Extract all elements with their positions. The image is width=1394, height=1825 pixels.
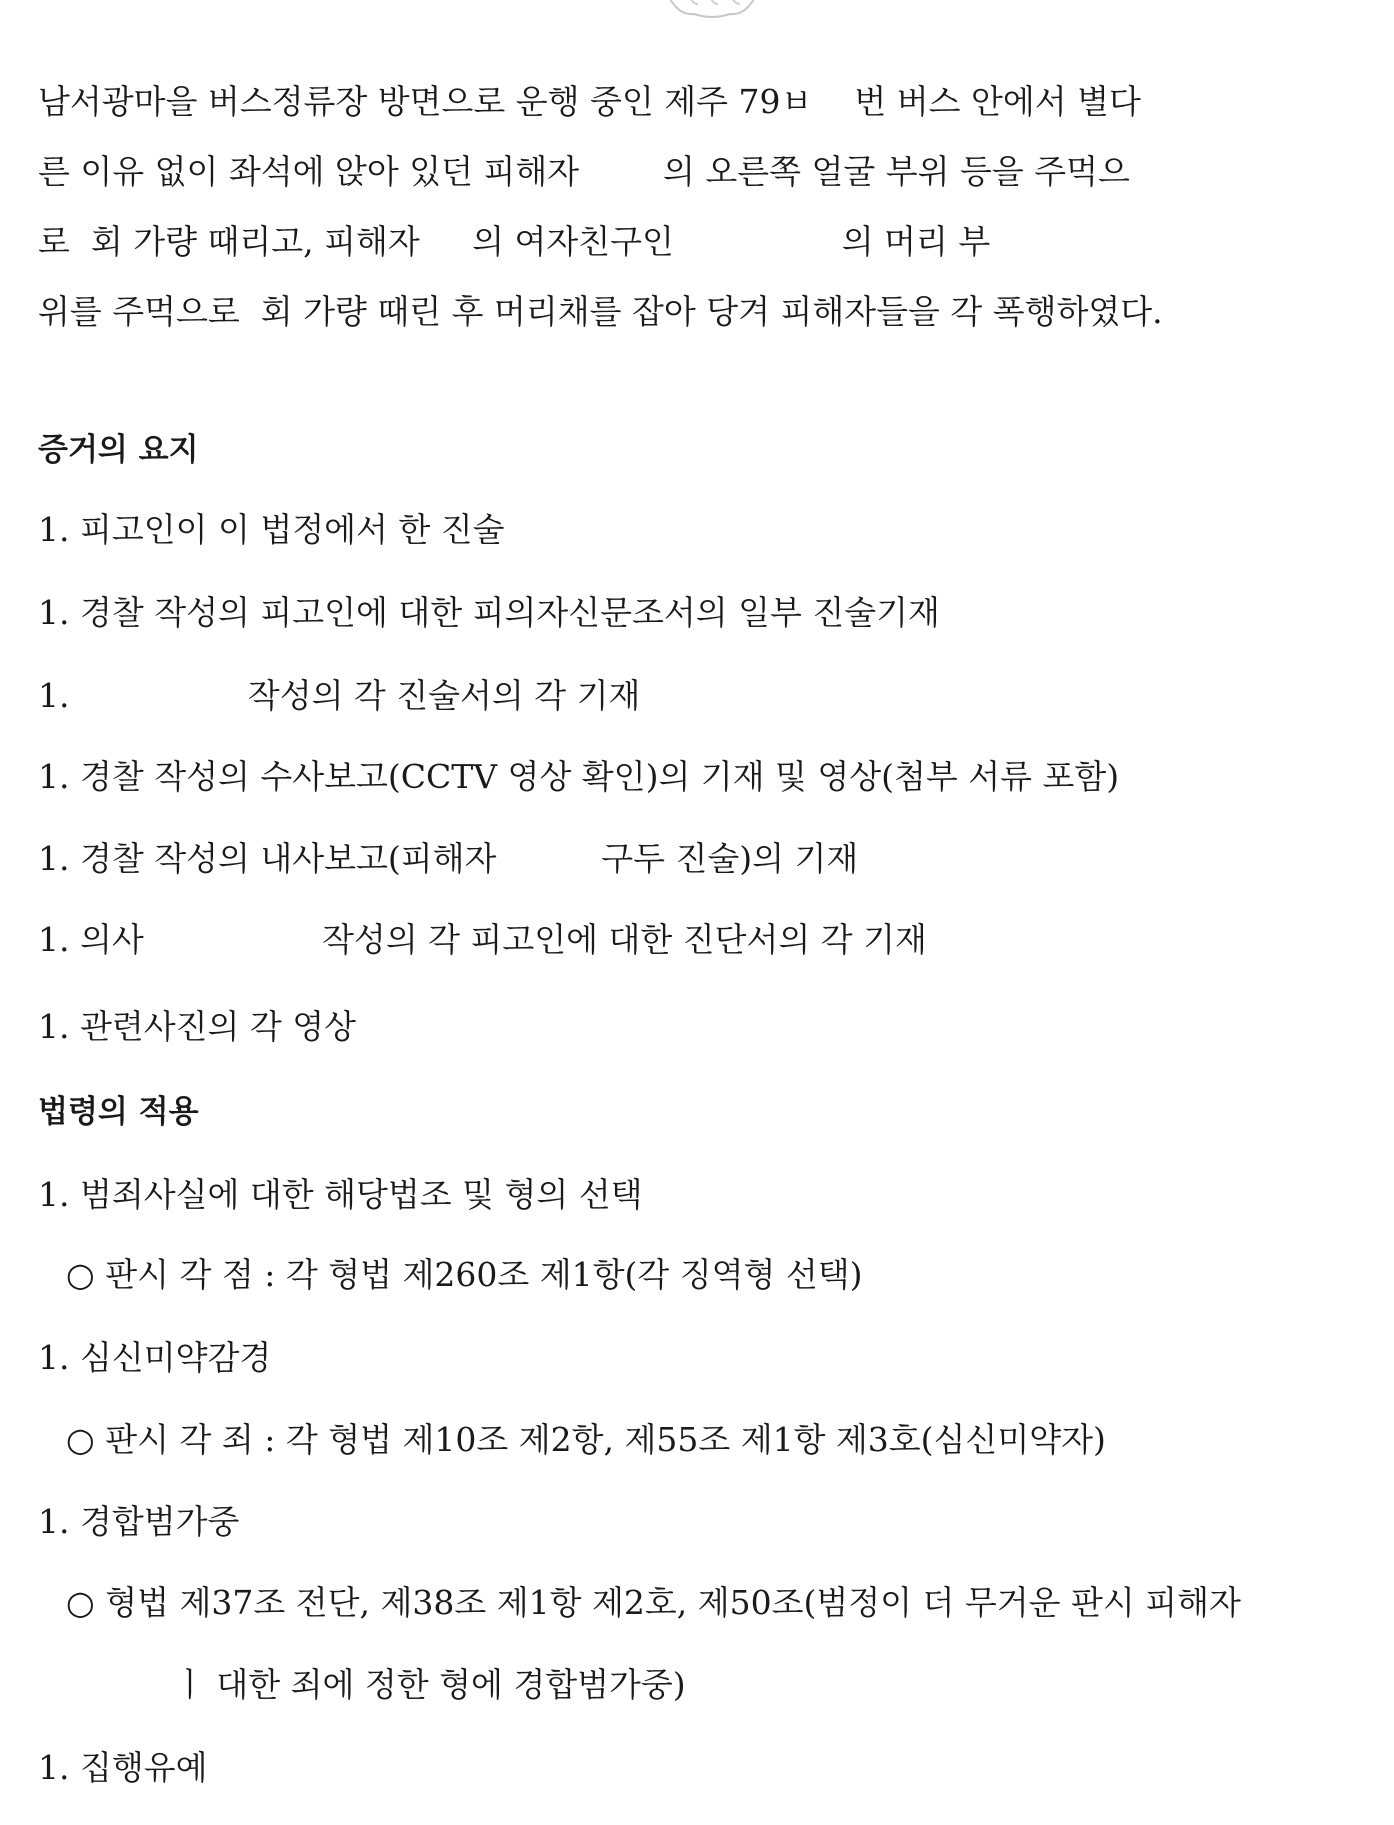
evidence-item-5: 1. 경찰 작성의 내사보고(피해자 구두 진술)의 기재 bbox=[38, 839, 859, 878]
law-item-1: 1. 범죄사실에 대한 해당법조 및 형의 선택 bbox=[38, 1175, 643, 1214]
facts-line-4: 위를 주먹으로 회 가량 때린 후 머리채를 잡아 당겨 피해자들을 각 폭행하였다. bbox=[38, 292, 1163, 331]
court-seal-icon bbox=[660, 0, 764, 20]
facts-line-2: 른 이유 없이 좌석에 앉아 있던 피해자 의 오른쪽 얼굴 부위 등을 주먹으 bbox=[38, 152, 1130, 191]
evidence-item-4: 1. 경찰 작성의 수사보고(CCTV 영상 확인)의 기재 및 영상(첨부 서류 포함) bbox=[38, 757, 1120, 796]
facts-line-3: 로 회 가량 때리고, 피해자 의 여자친구인 의 머리 부 bbox=[38, 222, 991, 261]
law-heading: 법령의 적용 bbox=[38, 1094, 199, 1130]
law-item-1-sub: ○ 판시 각 점 : 각 형법 제260조 제1항(각 징역형 선택) bbox=[66, 1255, 863, 1294]
evidence-item-3: 1. 작성의 각 진술서의 각 기재 bbox=[38, 676, 641, 715]
evidence-item-7: 1. 관련사진의 각 영상 bbox=[38, 1007, 356, 1046]
law-item-2: 1. 심신미약감경 bbox=[38, 1338, 272, 1377]
facts-line-1: 남서광마을 버스정류장 방면으로 운행 중인 제주 79ㅂ 번 버스 안에서 별다 bbox=[38, 82, 1141, 121]
evidence-heading: 증거의 요지 bbox=[38, 432, 199, 468]
law-item-4: 1. 집행유예 bbox=[38, 1748, 208, 1787]
law-item-3-sub: ○ 형법 제37조 전단, 제38조 제1항 제2호, 제50조(범정이 더 무거운 판시 피해자 bbox=[66, 1583, 1241, 1622]
law-item-2-sub: ○ 판시 각 죄 : 각 형법 제10조 제2항, 제55조 제1항 제3호(심신미약자) bbox=[66, 1420, 1106, 1459]
evidence-item-2: 1. 경찰 작성의 피고인에 대한 피의자신문조서의 일부 진술기재 bbox=[38, 593, 940, 632]
evidence-item-1: 1. 피고인이 이 법정에서 한 진술 bbox=[38, 510, 505, 549]
evidence-item-6: 1. 의사 작성의 각 피고인에 대한 진단서의 각 기재 bbox=[38, 920, 927, 959]
law-item-3: 1. 경합범가중 bbox=[38, 1502, 240, 1541]
law-item-3-sub-cont: ㅣ 대한 죄에 정한 형에 경합범가중) bbox=[153, 1665, 686, 1704]
